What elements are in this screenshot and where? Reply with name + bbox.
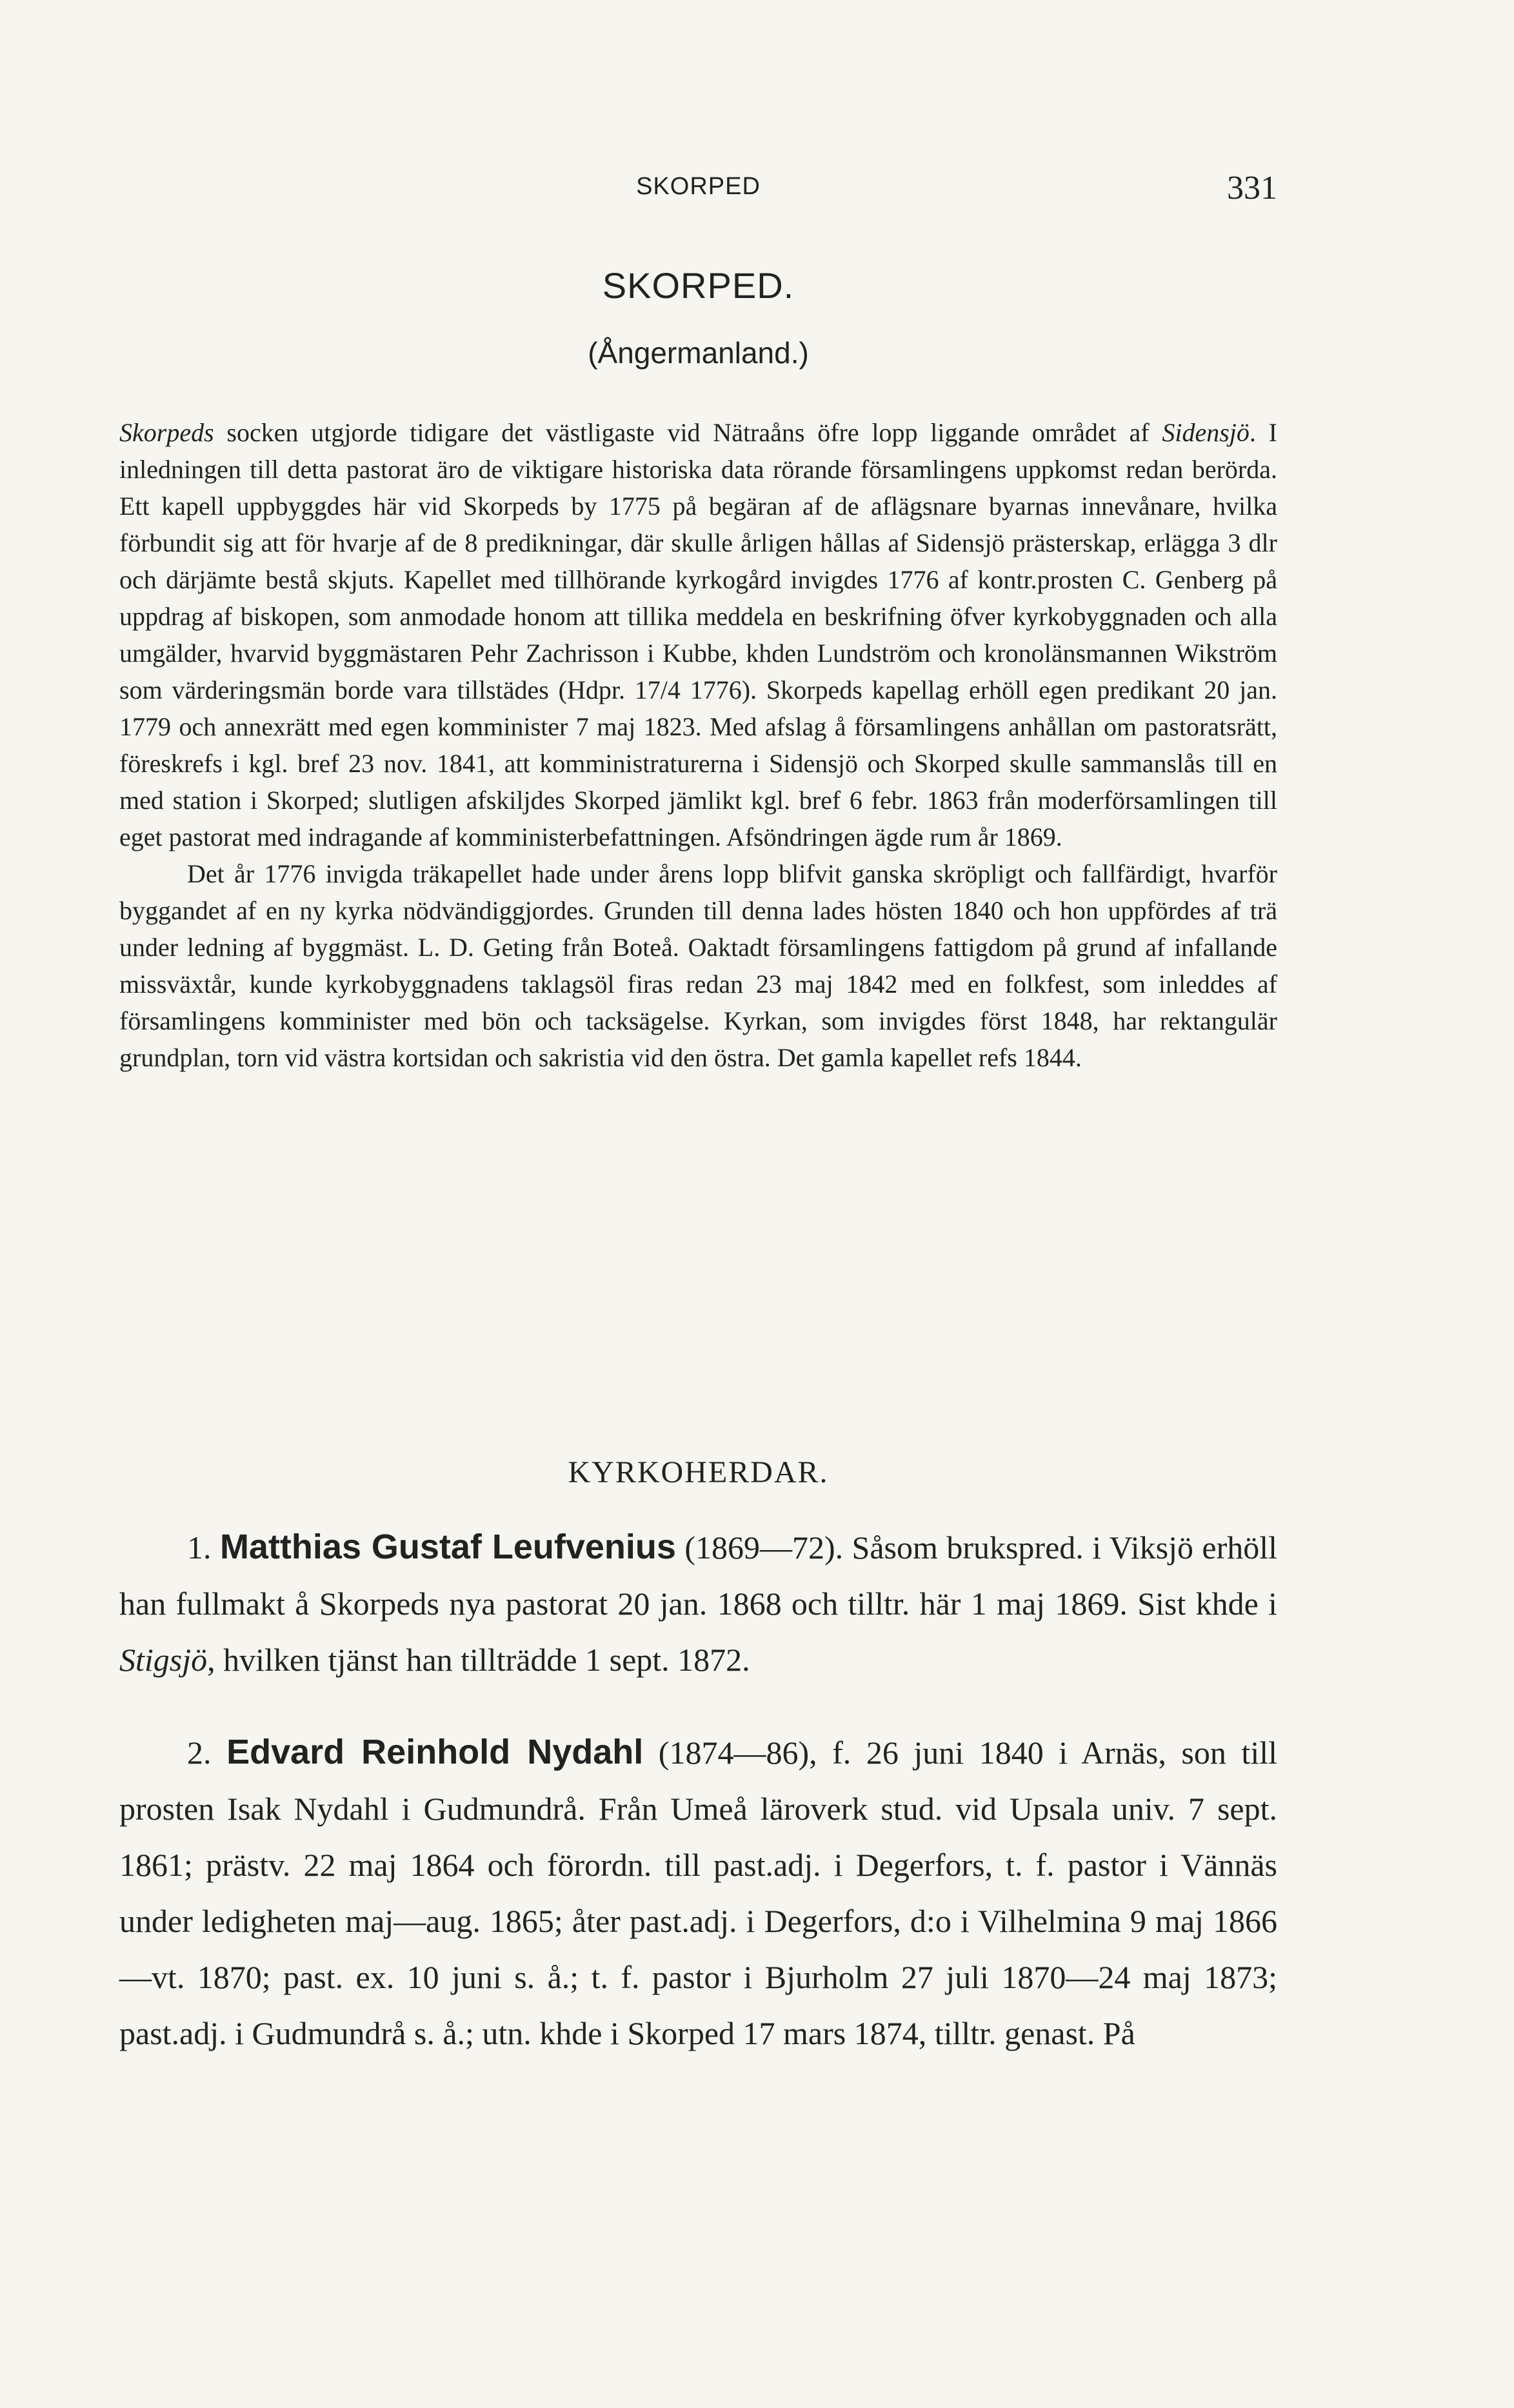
running-title: SKORPED [636, 173, 761, 200]
date-fraction: 17/4 [634, 675, 681, 704]
list-item [119, 1519, 1277, 1688]
intro-text-1: socken utgjorde tidigare det västligaste vid Nätraåns öfre lopp liggande området af [214, 418, 1162, 447]
entry-text: (1874—86), f. 26 juni 1840 i Arnäs, son till prosten Isak Nydahl i Gudmundrå. Från Umeå läroverk stud. vid Upsala univ. 7 sept. 1861; prästv. 22 maj 1864 och förordn. till past.adj. i Degerfors, t. f. pastor i Vännäs under ledigheten maj—aug. 1865; åter past.adj. i Degerfors, d:o i Vilhelmina 9 maj 1866—vt. 1870; past. ex. 10 juni s. å.; t. f. pastor i Bjurholm 27 juli 1870—24 maj 1873; past.adj. i Gudmundrå s. å.; utn. khde i Skorped 17 mars 1874, tilltr. genast. På [119, 1735, 1277, 2051]
running-head [119, 169, 1277, 208]
clergy-list [119, 1519, 1277, 2098]
intro-paragraph-2: Det år 1776 invigda träkapellet hade under årens lopp blifvit ganska skröpligt och fallfärdigt, hvarför byggandet af en ny kyrka nödvändiggjordes. Grunden till denna lades hösten 1840 och hon uppfördes af trä under ledning af byggmäst. L. D. Geting från Boteå. Oaktadt församlingens fattigdom på grund af infallande missväxtår, kunde kyrkobyggnadens taklagsöl firas redan 23 maj 1842 med en folkfest, som inleddes af församlingens komminister med bön och tacksägelse. Kyrkan, som invigdes först 1848, har rektangulär grundplan, torn vid västra kortsidan och sakristia vid den östra. Det gamla kapellet refs 1844. [119, 859, 1277, 1072]
intro-italic-lead: Skorpeds [119, 418, 214, 447]
intro-text-3: 1776). Skorpeds kapellag erhöll egen predikant 20 jan. 1779 och annexrätt med egen komminister 7 maj 1823. Med afslag å församlingens anhållan om pastoratsrätt, föreskrefs i kgl. bref 23 nov. 1841, att komministraturerna i Sidensjö och Skorped skulle sammanslås till en med station i Skorped; slutligen afskiljdes Skorped jämlikt kgl. bref 6 febr. 1863 från moderförsamlingen till eget pastorat med indragande af komministerbefattningen. Afsöndringen ägde rum år 1869. [119, 675, 1277, 851]
intro-paragraph-1 [119, 414, 1277, 855]
entry-text-end: , hvilken tjänst han tillträdde 1 sept. 1872. [207, 1642, 750, 1678]
province-subtitle: (Ångermanland.) [588, 336, 809, 370]
intro-text-2: . I inledningen till detta pastorat äro de viktigare historiska data rörande församlingens uppkomst redan berörda. Ett kapell uppbyggdes här vid Skorpeds by 1775 på begäran af de aflägsnare byarnas innevånare, hvilka förbundit sig att för hvarje af de 8 predikningar, där skulle årligen hållas af Sidensjö prästerskap, erlägga 3 dlr och därjämte bestå skjuts. Kapellet med tillhörande kyrkogård invigdes 1776 af kontr.prosten C. Genberg på uppdrag af biskopen, som anmodade honom att tillika meddela en beskrifning öfver kyrkobyggnaden och alla umgälder, hvarvid byggmästaren Pehr Zachrisson i Kubbe, khden Lundström och kronolänsmannen Wikström som värderingsmän borde vara tillstädes (Hdpr. [119, 418, 1277, 704]
page-number: 331 [1227, 170, 1277, 206]
intro-italic-place: Sidensjö [1162, 418, 1250, 447]
entry-name: Matthias Gustaf Leufvenius [219, 1527, 676, 1566]
entry-number: 2. [187, 1735, 212, 1771]
list-item [119, 1724, 1277, 2062]
intro-text [119, 414, 1277, 1076]
section-heading: KYRKOHERDAR. [568, 1455, 829, 1489]
entry-number: 1. [187, 1529, 212, 1566]
entry-text: (1869—72). Såsom brukspred. i Viksjö erhöll han fullmakt å Skorpeds nya pastorat 20 jan. 1868 och tilltr. här 1 maj 1869. Sist khde i [119, 1529, 1278, 1622]
entry-name: Edvard Reinhold Nydahl [226, 1733, 644, 1771]
entry-italic: Stigsjö [119, 1642, 208, 1678]
parish-title: SKORPED. [602, 265, 795, 306]
